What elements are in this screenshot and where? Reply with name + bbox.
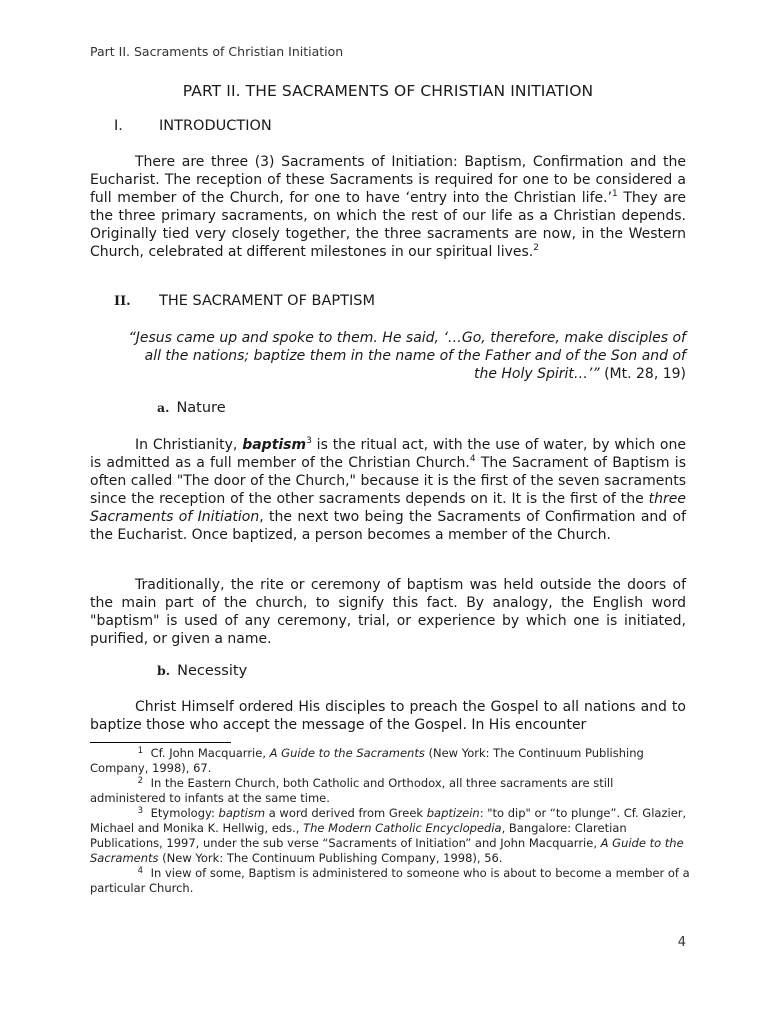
- running-header: Part II. Sacraments of Christian Initiation: [90, 44, 344, 59]
- subheading-letter: a.: [157, 400, 170, 415]
- necessity-paragraph: Christ Himself ordered His disciples to preach the Gospel to all nations and to baptize those who accept the message of the Gospel. In His encounter: [90, 699, 686, 733]
- subheading-title: Necessity: [177, 663, 248, 679]
- quote-text: “Jesus came up and spoke to them. He said, ‘…Go, therefore, make disciples of all the nations; baptize them in the name of the Father and of the Son and of the Holy Spirit…’”: [128, 330, 686, 382]
- section-heading-baptism: [114, 293, 375, 309]
- subheading-nature: [157, 400, 226, 416]
- quote-citation: (Mt. 28, 19): [599, 366, 686, 382]
- subheading-title: Nature: [176, 400, 226, 416]
- footnote-ref: 3: [306, 436, 312, 446]
- section-title: INTRODUCTION: [159, 118, 272, 134]
- footnote: $^3$ Etymology: baptism a word derived from Greek baptizein: "to dip" or “to plunge”. Cf. Glazier, Michael and Monika K. Hellwig, eds., The Modern Catholic Encyclopedia, Bangalore: Claretian Publications, 1997, under the sub verse “Sacraments of Initiation” and John Macquarrie, A Guide to the Sacraments (New York: The Continuum Publishing Company, 1998), 56.: [90, 806, 687, 865]
- section-number: I.: [114, 118, 123, 134]
- term-baptism: baptism: [242, 437, 307, 453]
- introduction-paragraph: There are three (3) Sacraments of Initiation: Baptism, Confirmation and the Eucharist. The reception of these Sacraments is required for one to be considered a full member of the Church, for one to have ‘entry into the Christian life.’$^1$ They are the three primary sacraments, on which the rest of our life as a Christian depends. Originally tied very closely together, the three sacraments are now, in the Western Church, celebrated at different milestones in our spiritual lives.$^2$: [90, 154, 686, 260]
- page-number: 4: [677, 935, 686, 950]
- subheading-necessity: [157, 663, 247, 679]
- nature-paragraph-2: Traditionally, the rite or ceremony of baptism was held outside the doors of the main part of the church, to signify this fact. By analogy, the English word "baptism" is used of any ceremony, trial, or experience by which one is initiated, purified, or given a name.: [90, 577, 686, 647]
- footnote-ref: 1: [612, 189, 618, 199]
- section-title: THE SACRAMENT OF BAPTISM: [159, 293, 376, 309]
- footnote: $^4$ In view of some, Baptism is administered to someone who is about to become a member of a particular Church.: [90, 866, 690, 895]
- footnote-ref: 2: [533, 243, 539, 253]
- page-title: PART II. THE SACRAMENTS OF CHRISTIAN INITIATION: [182, 82, 594, 100]
- nature-paragraph-1: In Christianity, baptism$^3$ is the ritual act, with the use of water, by which one is admitted as a full member of the Christian Church.$^4$ The Sacrament of Baptism is often called "The door of the Church," because it is the first of the seven sacraments since the reception of the other sacraments depends on it. It is the first of the three Sacraments of Initiation, the next two being the Sacraments of Confirmation and of the Eucharist. Once baptized, a person becomes a member of the Church.: [90, 436, 686, 543]
- section-number: II.: [114, 294, 131, 309]
- footnote: $^2$ In the Eastern Church, both Catholic and Orthodox, all three sacraments are still administered to infants at the same time.: [90, 776, 614, 805]
- section-heading-introduction: [114, 118, 272, 134]
- footnote: $^1$ Cf. John Macquarrie, A Guide to the Sacraments (New York: The Continuum Publishing Company, 1998), 67.: [90, 746, 644, 775]
- footnote-divider: [90, 742, 231, 743]
- scripture-quote: [120, 329, 686, 383]
- subheading-letter: b.: [157, 663, 171, 678]
- footnotes: [90, 746, 690, 896]
- footnote-ref: 4: [469, 454, 476, 464]
